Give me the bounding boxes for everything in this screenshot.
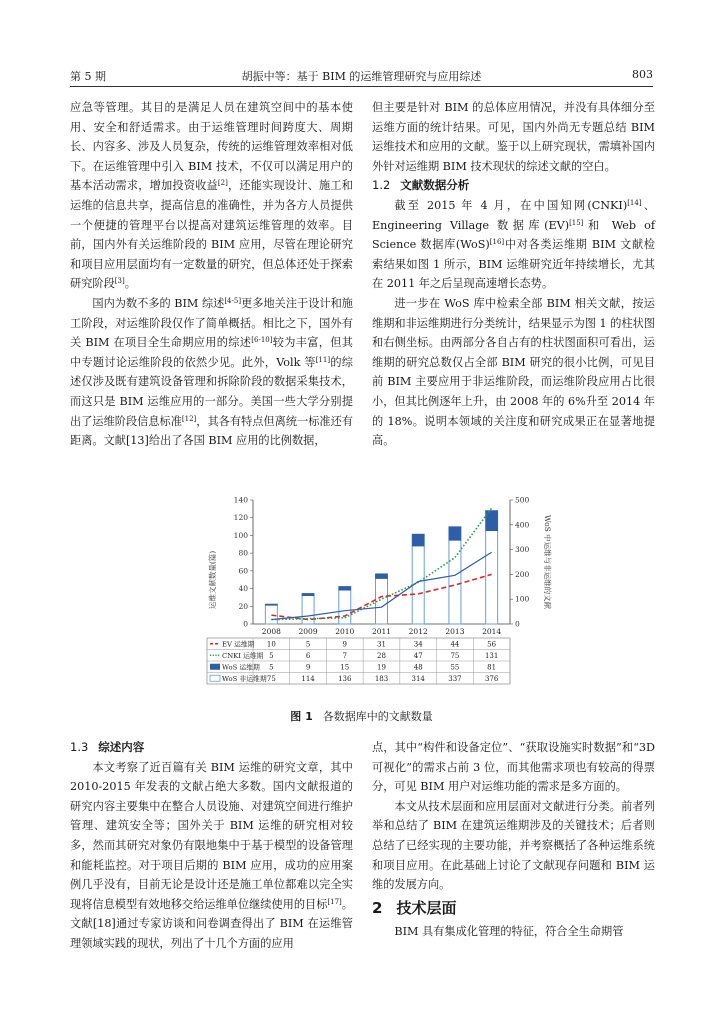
y-tick-label-left: 0 <box>243 619 248 629</box>
bar-wos-non-operation <box>339 587 351 624</box>
data-table-cell: 136 <box>338 674 352 683</box>
bar-wos-operation <box>412 534 424 546</box>
data-table-cell: 81 <box>487 663 497 672</box>
bar-wos-operation <box>376 574 388 579</box>
data-table-cell: 9 <box>342 640 348 649</box>
bar-wos-operation <box>339 587 351 591</box>
bar-wos-operation <box>302 593 314 595</box>
citation: [16] <box>489 238 505 247</box>
legend-key-wos-operation <box>210 664 220 670</box>
data-table-cell: 114 <box>301 674 315 683</box>
data-table-cell: 48 <box>413 663 423 672</box>
bar-wos-non-operation <box>265 604 277 624</box>
section-heading: 1.2 文献数据分析 <box>372 178 470 193</box>
x-tick-label: 2011 <box>371 627 392 636</box>
bar-wos-non-operation <box>376 574 388 624</box>
paragraph: 本文考察了近百篇有关 BIM 运维的研究文章，其中 2010-2015 年发表的文献占绝大多数。国内文献报道的研究内容主要集中在整合人员设施、对建筑空间进行维护管理、建筑安全等；国外关于 BIM 运维的研究相对较多，然而其研究对象仍有限地集中于基于模型的设备管理和能耗监控。对于项目后期的 BIM 应用，成功的应用案例几乎没有，目前无论是设计还是施工单位都难以完全实现将信息模型有效地移交给运维单位继续使用的目标[17]。文献[18]通过专家访谈和问卷调查得出了 BIM 在运维管理领域实践的现状，列出了十几个方面的应用 <box>70 760 353 950</box>
data-table-cell: 28 <box>377 651 386 660</box>
data-table-cell: 5 <box>269 651 274 660</box>
y-tick-label-left: 20 <box>238 601 248 611</box>
x-tick-label: 2014 <box>482 627 502 636</box>
legend-label: CNKI 运维期 <box>222 651 264 660</box>
data-table-cell: 337 <box>448 674 462 683</box>
y-tick-label-right: 500 <box>515 495 530 505</box>
running-header <box>70 64 653 87</box>
y-tick-label-left: 140 <box>233 495 248 505</box>
chart <box>205 492 550 702</box>
citation: [2] <box>217 179 228 188</box>
paragraph: 截至 2015 年 4 月，在中国知网(CNKI)[14]、Engineering Village 数据库(EV)[15]和 Web of Science 数据库(WoS)[16]中对各类运维期 BIM 文献检索结果如图 1 所示，BIM 运维研究近年持续增长，尤其在 2011 年之后呈现高速增长态势。 <box>372 198 655 291</box>
y-tick-label-right: 100 <box>515 594 530 604</box>
citation: [15] <box>569 218 584 227</box>
legend-key-wos-non-operation <box>210 675 220 681</box>
paragraph: 本文从技术层面和应用层面对文献进行分类。前者列举和总结了 BIM 在建筑运维期涉及的关键技术；后者则总结了已经实现的主要功能，并考察概括了各种运维系统和项目应用。在此基础上讨论了文献现存问题和 BIM 运维的发展方向。 <box>372 799 655 892</box>
data-table-cell: 10 <box>266 640 276 649</box>
data-table-cell: 19 <box>377 663 386 672</box>
data-table-cell: 6 <box>305 651 311 660</box>
line-cnki-operation <box>271 508 491 620</box>
data-table-cell: 15 <box>340 663 350 672</box>
y-tick-label-right: 200 <box>515 569 530 579</box>
paragraph: 但主要是针对 BIM 的总体应用情况，并没有具体细分至运维方面的统计结果。可见，国内外尚无专题总结 BIM 运维技术和应用的文献。鉴于以上研究现状，需填补国内外针对运维期 BIM 技术现状的综述文献的空白。 <box>372 101 655 173</box>
left-column-bottom <box>70 738 353 954</box>
x-tick-label: 2008 <box>261 627 281 636</box>
y-axis-label-right: WoS 中运维与非运维的文献 <box>543 514 552 610</box>
citation: [4-5] <box>224 296 242 305</box>
paragraph: 应急等管理。其目的是满足人员在建筑空间中的基本使用、安全和舒适需求。由于运维管理时间跨度大、周期长、内容多、涉及人员复杂，传统的运维管理效率相对低下。在运维管理中引入 BIM 技术，不仅可以满足用户的基本活动需求，增加投资收益[2]，还能实现设计、施工和运维的信息共享，提高信息的准确性，并为各方人员提供一个便捷的管理平台以提高对建筑运维管理的效率。目前，国内外有关运维阶段的 BIM 应用，尽管在理论研究和项目应用层面均有一定数量的研究，但总体还处于探索研究阶段[3]。 <box>70 101 353 291</box>
y-tick-label-right: 400 <box>515 520 530 530</box>
x-tick-label: 2013 <box>445 627 465 636</box>
data-table-cell: 183 <box>374 674 389 683</box>
y-axis-label-left: 运维文献数量(篇) <box>208 550 217 610</box>
y-tick-label-left: 100 <box>233 530 248 540</box>
data-table-cell: 314 <box>411 674 425 683</box>
issue-number: 第 5 期 <box>70 70 106 83</box>
x-tick-label: 2012 <box>408 627 428 636</box>
y-tick-label-left: 40 <box>238 584 248 594</box>
y-tick-label-right: 0 <box>515 619 520 629</box>
chapter-heading: 2 技术层面 <box>372 898 457 917</box>
data-table-cell: 9 <box>305 663 311 672</box>
right-column-bottom <box>372 738 655 942</box>
left-column-top <box>70 98 353 451</box>
citation: [3] <box>114 277 125 286</box>
citation: [17] <box>327 897 342 906</box>
data-table-cell: 5 <box>305 640 311 649</box>
section-heading: 1.3 综述内容 <box>70 740 145 754</box>
data-table-cell: 75 <box>450 651 460 660</box>
data-table-cell: 31 <box>377 640 386 649</box>
data-table-cell: 55 <box>450 663 460 672</box>
citation: [14] <box>627 198 642 207</box>
citation: [12] <box>181 414 197 423</box>
bar-wos-operation <box>265 604 277 605</box>
data-table-cell: 131 <box>484 651 499 660</box>
legend-label: WoS 非运维期 <box>222 674 267 683</box>
line-wos-operation <box>271 552 491 619</box>
paragraph: 进一步在 WoS 库中检索全部 BIM 相关文献，按运维期和非运维期进行分类统计，结果显示为图 1 的柱状图和右侧坐标。由两部分各自占有的柱状图面积可看出，运维期的研究总数仅占全部 BIM 研究的很小比例，可见目前 BIM 主要应用于非运维阶段，而运维阶段应用占比很小，但其比例逐年上升，由 2008 年的 6%升至 2014 年的 18%。说明本领域的关注度和研究成果正在显著地提高。 <box>372 296 655 448</box>
paragraph: 国内为数不多的 BIM 综述[4-5]更多地关注于设计和施工阶段，对运维阶段仅作了简单概括。相比之下，国外有关 BIM 在项目全生命期应用的综述[6-10]较为丰富，但其中专题讨论运维阶段的依然少见。此外，Volk 等[11]的综述仅涉及既有建筑设备管理和拆除阶段的数据采集技术，而这只是 BIM 运维应用的一部分。美国一些大学分别提出了运维阶段信息标准[12]，其各有特点但离统一标准还有距离。文献[13]给出了各国 BIM 应用的比例数据， <box>70 296 353 448</box>
figure-1 <box>205 492 550 702</box>
line-ev-operation <box>271 574 491 619</box>
x-tick-label: 2010 <box>335 627 355 636</box>
bar-wos-operation <box>486 511 498 531</box>
page-number: 803 <box>632 68 653 81</box>
y-tick-label-left: 80 <box>238 548 248 558</box>
citation: [6-10] <box>251 336 273 345</box>
y-tick-label-left: 60 <box>238 566 248 576</box>
data-table-cell: 44 <box>450 640 460 649</box>
legend-label: WoS 运维期 <box>222 663 260 672</box>
y-tick-label-right: 300 <box>515 545 530 555</box>
figure-caption: 图 1 各数据库中的文献数量 <box>290 710 433 723</box>
running-title: 胡振中等：基于 BIM 的运维管理研究与应用综述 <box>241 70 482 83</box>
data-table-cell: 47 <box>413 651 423 660</box>
data-table-cell: 75 <box>266 674 276 683</box>
data-table-cell: 34 <box>413 640 423 649</box>
bar-wos-operation <box>449 527 461 541</box>
paragraph: BIM 具有集成化管理的特征，符合全生命期管 <box>394 925 624 939</box>
data-table-cell: 376 <box>484 674 499 683</box>
paragraph: 点，其中“构件和设备定位”、“获取设施实时数据”和“3D 可视化”的需求占前 3 位，而其他需求项也有较高的得票分，可见 BIM 用户对运维功能的需求是多方面的。 <box>372 741 655 794</box>
data-table-cell: 5 <box>269 663 274 672</box>
citation: [11] <box>315 355 331 364</box>
x-tick-label: 2009 <box>298 627 318 636</box>
y-tick-label-left: 120 <box>233 513 248 523</box>
legend-label: EV 运维期 <box>222 640 255 649</box>
data-table-cell: 7 <box>342 651 348 660</box>
right-column-top <box>372 98 655 451</box>
bar-wos-non-operation <box>412 534 424 624</box>
data-table-cell: 56 <box>487 640 497 649</box>
